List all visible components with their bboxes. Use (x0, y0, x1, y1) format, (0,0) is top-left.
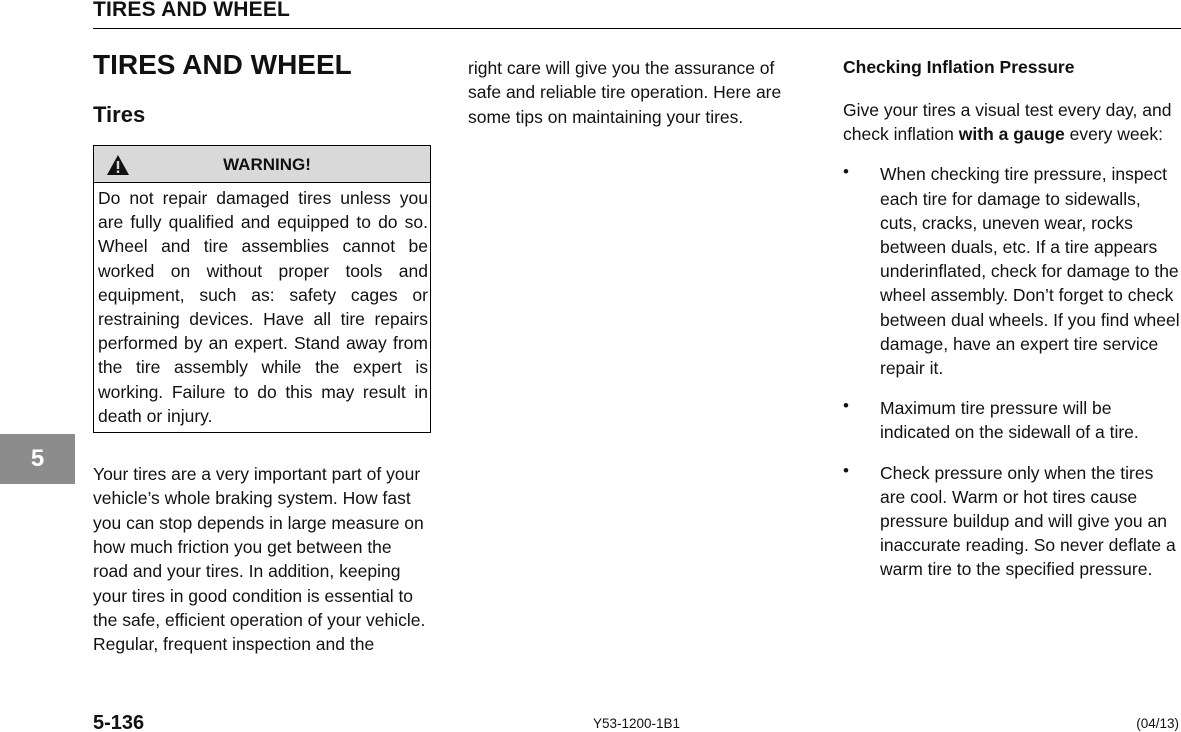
warning-box (93, 145, 431, 433)
column-2 (468, 56, 808, 129)
intro-text-start: Give your tires a visual test every day, and check inflation (843, 100, 1172, 145)
bullet-text: Check pressure only when the tires are cool. Warm or hot tires cause pressure buildup and will give you an inaccurate reading. So never deflate a warm tire to the specified pressure. (880, 462, 1176, 580)
intro-text-end: every week: (1064, 124, 1163, 145)
inflation-heading: Checking Inflation Pressure (843, 57, 1075, 77)
subsection-title: Tires (93, 102, 146, 127)
list-item (843, 396, 1181, 444)
section-title: TIRES AND WHEEL (93, 49, 352, 80)
page-number: 5-136 (93, 712, 145, 732)
document-date: (04/13) (1136, 716, 1179, 731)
bullet-icon: • (843, 396, 849, 416)
tires-paragraph-continued: right care will give you the assurance of safe and reliable tire operation. Here are some tips on maintaining your tires. (468, 58, 782, 127)
inflation-intro (843, 98, 1181, 146)
bullet-icon: • (843, 162, 849, 182)
document-code: Y53-1200-1B1 (593, 716, 681, 731)
list-item (843, 461, 1181, 582)
running-header: TIRES AND WHEEL (93, 0, 291, 21)
column-3 (843, 56, 1181, 598)
list-item (843, 162, 1181, 380)
warning-header (94, 146, 430, 183)
column-1 (93, 48, 431, 656)
bullet-text: When checking tire pressure, inspect each tire for damage to sidewalls, cuts, cracks, uneven wear, rocks between duals, etc. If a tire appears underinflated, check for damage to the wheel assembly. Don’t forget to check between dual wheels. If you find wheel damage, have an expert tire service repair it. (880, 164, 1180, 379)
inflation-bullet-list (843, 162, 1181, 581)
bullet-icon: • (843, 460, 849, 480)
bullet-text: Maximum tire pressure will be indicated on the sidewall of a tire. (880, 398, 1139, 443)
intro-emphasis: with a gauge (958, 124, 1065, 145)
chapter-tab: 5 (0, 434, 75, 484)
warning-title: WARNING! (223, 155, 311, 174)
warning-text: Do not repair damaged tires unless you are fully qualified and equipped to do so. Wheel and tire assemblies cannot be worked on without proper tools and equipment, such as: safety cages or restraining devices. Have all tire repairs performed by an expert. Stand away from the tire assembly while the expert is working. Failure to do this may result in death or injury. (98, 188, 428, 426)
tires-paragraph: Your tires are a very important part of your vehicle’s whole braking system. How fast you can stop depends in large measure on how much friction you get between the road and your tires. In addition, keeping your tires in good condition is essential to the safe, efficient operation of your vehicle. Regular, frequent inspection and the (93, 464, 426, 655)
header-rule (93, 28, 1181, 29)
